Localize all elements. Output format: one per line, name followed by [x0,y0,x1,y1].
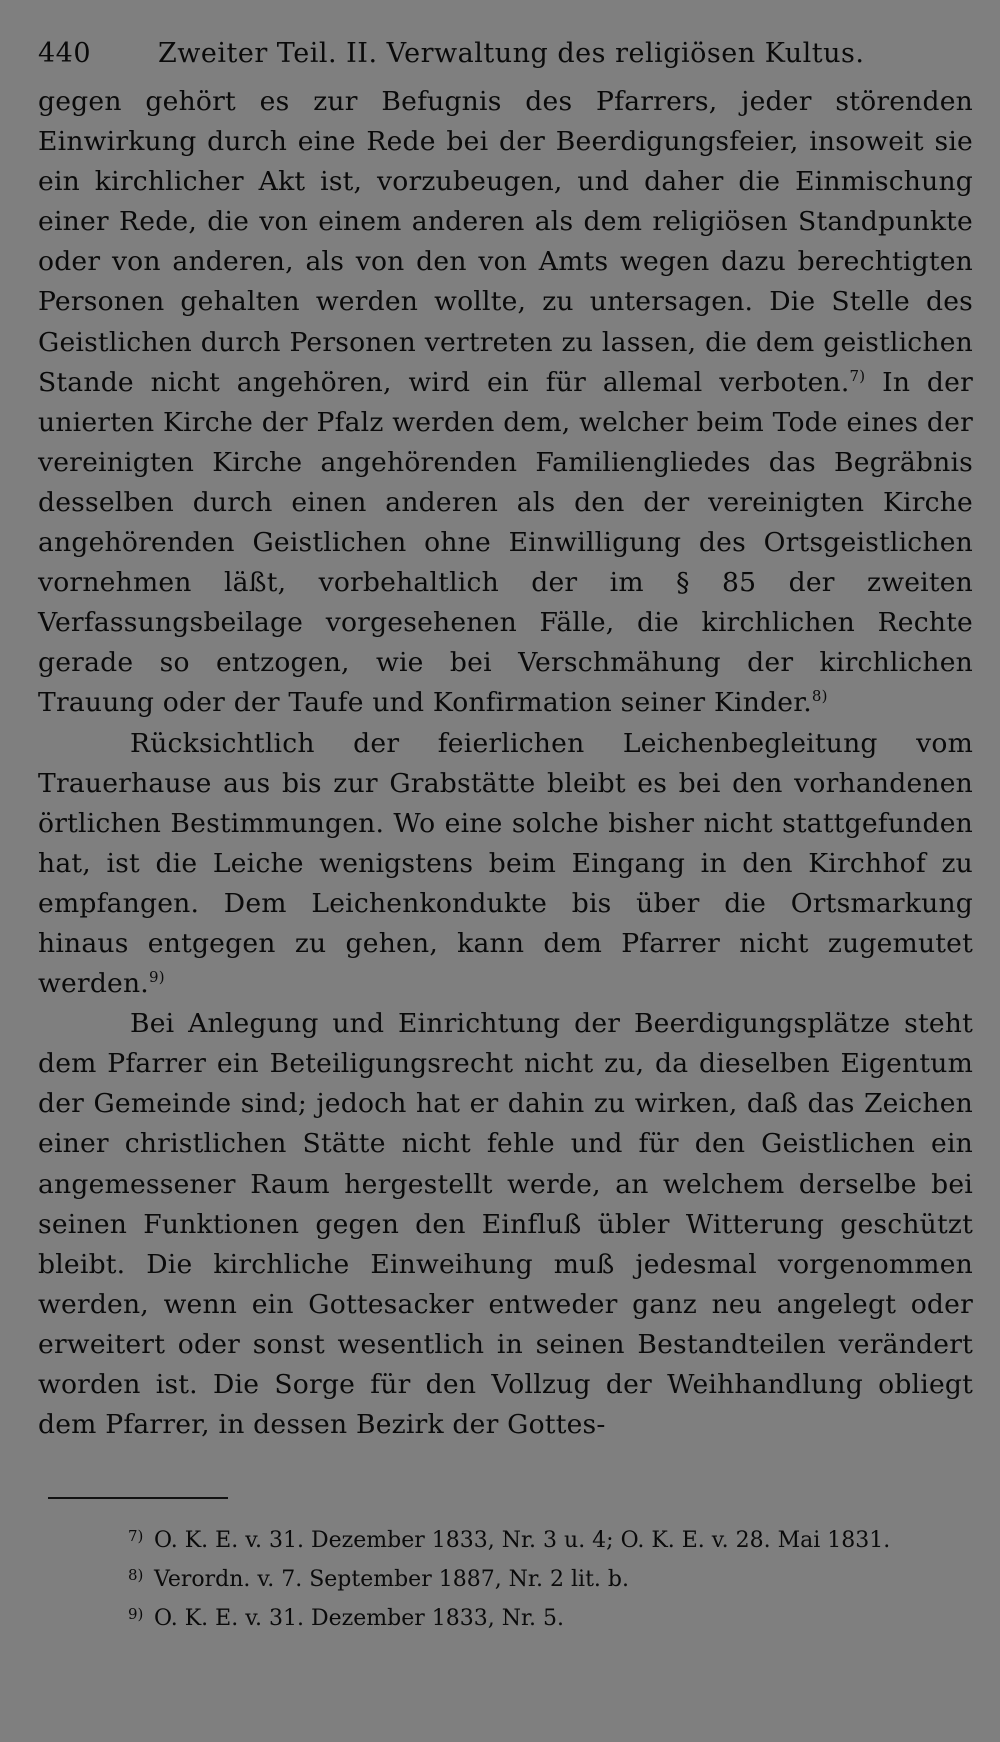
book-page [38,28,973,1636]
footnote-7 [38,1519,973,1558]
body-text [38,82,973,1445]
paragraph-text: Bei Anlegung und Einrichtung der Beerdigungsplätze steht dem Pfarrer ein Beteiligungsrecht nicht zu, da dieselben Eigentum der Gemeinde sind; jedoch hat er dahin zu wirken, daß das Zeichen einer christlichen Stätte nicht fehle und für den Geistlichen ein angemessener Raum hergestellt werde, an welchem derselbe bei seinen Funktionen gegen den Einfluß übler Witterung geschützt bleibt. Die kirchliche Einweihung muß jedesmal vorgenommen werden, wenn ein Gottesacker entweder ganz neu angelegt oder erweitert oder sonst wesentlich in seinen Bestandteilen verändert worden ist. Die Sorge für den Vollzug der Weihhandlung obliegt dem Pfarrer, in dessen Bezirk der Gottes- [38,1008,973,1441]
paragraph-text: In der unierten Kirche der Pfalz werden dem, welcher beim Tode eines der vereinigten Kirche angehörenden Familiengliedes das Begräbnis desselben durch einen anderen als den der vereinigten Kirche angehörenden Geistlichen ohne Einwilligung des Ortsgeistlichen vornehmen läßt, vorbehaltlich der im § 85 der zweiten Verfassungsbeilage vorgesehenen Fälle, die kirchlichen Rechte gerade so entzogen, wie bei Verschmähung der kirchlichen Trauung oder der Taufe und Konfirmation seiner Kinder. [38,366,973,719]
paragraph-text: Rücksichtlich der feierlichen Leichenbegleitung vom Trauerhause aus bis zur Grabstätte bleibt es bei den vorhandenen örtlichen Bestimmungen. Wo eine solche bisher nicht stattgefunden hat, ist die Leiche wenigstens beim Eingang in den Kirchhof zu empfangen. Dem Leichenkondukte bis über die Ortsmarkung hinaus entgegen zu gehen, kann dem Pfarrer nicht zugemutet werden. [38,727,973,1000]
page-header [38,28,973,82]
page-number: 440 [38,38,92,69]
footnote-text: O. K. E. v. 31. Dezember 1833, Nr. 5. [154,1606,565,1632]
paragraph-text: gegen gehört es zur Befugnis des Pfarrers, jeder störenden Einwirkung durch eine Rede bei der Beerdigungsfeier, insoweit sie ein kirchlicher Akt ist, vorzubeugen, und daher die Einmischung einer Rede, die von einem anderen als dem religiösen Standpunkte oder von anderen, als von den von Amts wegen dazu berechtigten Personen gehalten werden wollte, zu untersagen. Die Stelle des Geistlichen durch Personen vertreten zu lassen, die dem geistlichen Stande nicht angehören, wird ein für allemal verboten. [38,86,973,398]
footnote-text: Verordn. v. 7. September 1887, Nr. 2 lit. b. [154,1567,629,1593]
paragraph-1 [38,82,973,724]
footnote-mark: 9) [128,1605,144,1624]
paragraph-2 [38,724,973,1005]
footnote-ref-8[interactable]: 8) [811,687,828,706]
footnote-ref-9[interactable]: 9) [148,968,165,987]
footnote-mark: 8) [128,1566,144,1585]
footnote-8 [38,1558,973,1597]
footnote-mark: 7) [128,1527,144,1546]
footnotes [38,1519,973,1636]
running-head: Zweiter Teil. II. Verwaltung des religiösen Kultus. [158,38,865,69]
footnote-divider [48,1497,228,1499]
footnote-text: O. K. E. v. 31. Dezember 1833, Nr. 3 u. 4; O. K. E. v. 28. Mai 1831. [154,1528,891,1554]
paragraph-3 [38,1004,973,1445]
footnote-ref-7[interactable]: 7) [849,366,866,385]
footnote-9 [38,1597,973,1636]
